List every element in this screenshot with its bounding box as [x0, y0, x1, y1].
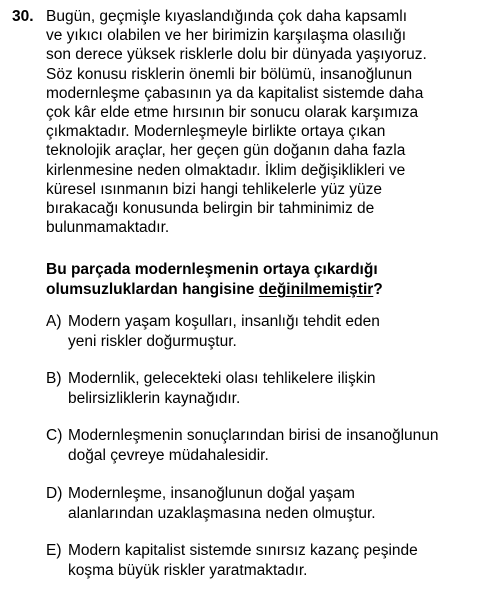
option-line: Modernlik, gelecekteki olası tehlikelere ilişkin — [68, 370, 376, 387]
passage-text — [46, 7, 486, 237]
option-letter: A) — [46, 313, 62, 330]
option-text — [68, 426, 439, 466]
option-text — [68, 312, 380, 352]
option-line: Modern kapitalist sistemde sınırsız kazanç peşinde — [68, 542, 418, 559]
option-letter: B) — [46, 370, 62, 387]
passage-line: kirlenmesine neden olmaktadır. İklim değişiklikleri ve — [46, 161, 406, 179]
stem-question-mark: ? — [373, 281, 383, 298]
option-line: koşma büyük riskler yaratmaktadır. — [68, 562, 308, 579]
passage-line: bırakacağı konusunda belirgin bir tahminimiz de — [46, 200, 375, 218]
passage-line: bulunmamaktadır. — [46, 219, 170, 237]
passage-line: modernleşme çabasının ya da kapitalist sistemde daha — [46, 84, 424, 102]
stem-text: olumsuzluklardan hangisine — [46, 281, 259, 298]
option-letter: D) — [46, 485, 63, 502]
option-line: Modernleşme, insanoğlunun doğal yaşam — [68, 485, 355, 502]
question-stem — [46, 260, 486, 300]
passage-line: ve yıkıcı olabilen ve her birimizin karşılaşma olasılığı — [46, 27, 407, 45]
option-line: doğal çevreye müdahalesidir. — [68, 447, 269, 464]
option-letter: E) — [46, 542, 62, 559]
passage-line: Bugün, geçmişle kıyaslandığında çok daha kapsamlı — [46, 8, 408, 25]
passage-line: Söz konusu risklerin önemli bir bölümü, insanoğlunun — [46, 65, 413, 83]
option-text — [68, 369, 376, 409]
option-line: belirsizliklerin kaynağıdır. — [68, 390, 241, 407]
passage-line: teknolojik araçlar, her geçen gün doğanın daha fazla — [46, 142, 406, 160]
stem-line: Bu parçada modernleşmenin ortaya çıkardığı — [46, 261, 378, 278]
option-line: alanlarından uzaklaşmasına neden olmuştur. — [68, 505, 376, 522]
question-number: 30. — [12, 8, 34, 25]
option-line: yeni riskler doğurmuştur. — [68, 333, 237, 350]
option-line: Modernleşmenin sonuçlarından birisi de insanoğlunun — [68, 427, 439, 444]
passage-line: çıkmaktadır. Modernleşmeyle birlikte ortaya çıkan — [46, 123, 386, 141]
passage-line: küresel ısınmanın bizi hangi tehlikelerle yüz yüze — [46, 180, 383, 198]
passage-line: son derece yüksek risklerle dolu bir dünyada yaşıyoruz. — [46, 46, 427, 64]
option-letter: C) — [46, 427, 63, 444]
passage-line: çok kâr elde etme hırsının bir sonucu olarak karşımıza — [46, 104, 419, 122]
stem-emphasis: değinilmemiştir — [258, 281, 374, 298]
option-text — [68, 541, 418, 581]
option-line: Modern yaşam koşulları, insanlığı tehdit eden — [68, 313, 380, 330]
option-text — [68, 484, 376, 524]
stem-line — [46, 280, 486, 300]
